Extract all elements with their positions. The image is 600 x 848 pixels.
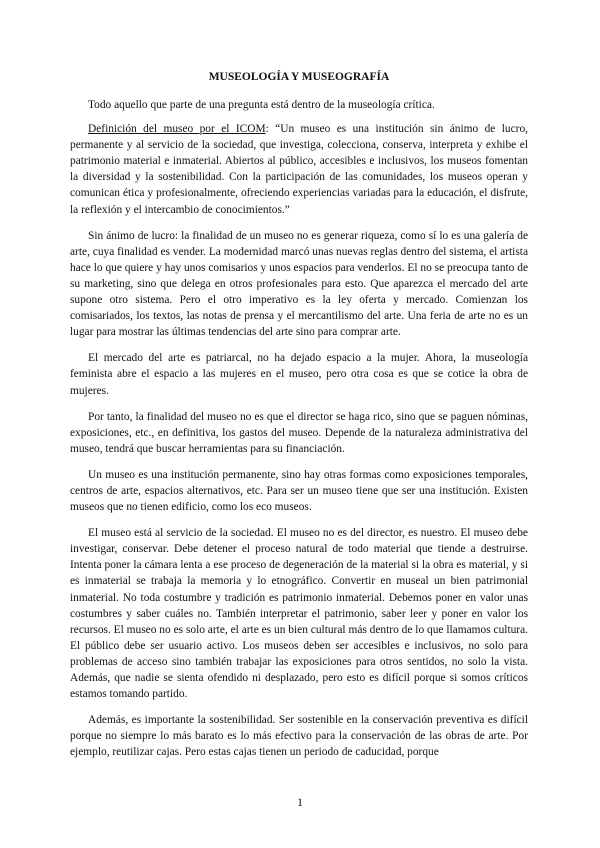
- document-body: [70, 70, 528, 770]
- intro-paragraph: Todo aquello que parte de una pregunta está dentro de la museología crítica.: [88, 99, 435, 111]
- paragraph-sin-animo-de-lucro: Sin ánimo de lucro: la finalidad de un museo no es generar riqueza, como sí lo es una galería de arte, cuya finalidad es vender. La modernidad marcó unas nuevas reglas dentro del sistema, el artista hace lo que quiere y hay unos comisarios y unos espacios para venderlos. El no se preocupa tanto de su marketing, sino que delega en otros profesionales para esto. Que aparezca el mercado del arte supone otro sistema. Pero el otro imperativo es la ley oferta y mercado. Comienzan los comisariados, los textos, las notas de prensa y el mercantilismo del arte. Una feria de arte no es un lugar para mostrar las últimas tendencias del arte sino para comprar arte.: [70, 229, 528, 339]
- definition-paragraph: [70, 121, 528, 218]
- page-number: 1: [297, 795, 303, 809]
- definition-text: : “Un museo es una institución sin ánimo de lucro, permanente y al servicio de la sociedad, que investiga, colecciona, conserva, interpreta y exhibe el patrimonio material e inmaterial. Abiertos al público, accesibles e inclusivos, los museos fomentan la diversidad y la sostenibilidad. Con la participación de las comunidades, los museos operan y comunican ética y profesionalmente, ofreciendo experiencias variadas para la educación, el disfrute, la reflexión y el intercambio de conocimientos.”: [70, 123, 528, 216]
- page-title: MUSEOLOGÍA Y MUSEOGRAFÍA: [208, 71, 390, 83]
- paragraph-finalidad-museo: Por tanto, la finalidad del museo no es que el director se haga rico, sino que se paguen nóminas, exposiciones, etc., en definitiva, los gastos del museo. Depende de la naturaleza administrativa del museo, tendrá que buscar herramientas para su financiación.: [70, 410, 528, 455]
- paragraph-mercado-patriarcal: El mercado del arte es patriarcal, no ha dejado espacio a la mujer. Ahora, la museología feminista abre el espacio a las mujeres en el museo, pero otra cosa es que se cotice la obra de mujeres.: [70, 352, 528, 397]
- paragraph-institucion-permanente: Un museo es una institución permanente, sino hay otras formas como exposiciones temporales, centros de arte, espacios alternativos, etc. Para ser un museo tiene que ser una institución. Existen museos que no tienen edificio, como los eco museos.: [70, 468, 528, 514]
- paragraph-servicio-sociedad: El museo está al servicio de la sociedad. El museo no es del director, es nuestro. El museo debe investigar, conservar. Debe detener el proceso natural de todo material que tiende a destruirse. Intenta poner la cámara lenta a ese proceso de degeneración de la material si la obra es material, y si es inmaterial se trabaja la memoria y lo etnográfico. Convertir en museal un bien patrimonial inmaterial. No toda costumbre y tradición es patrimonio inmaterial. Debemos poner en valor unas costumbres y saber cuáles no. También interpretar el patrimonio, saber leer y poner en valor los recursos. El museo no es solo arte, el arte es un bien cultural más dentro de lo que llamamos cultura. El público debe ser usuario activo. Los museos deben ser accesibles e inclusivos, no solo para problemas de acceso sino también trabajar las exposiciones para otros sentidos, no solo la vista. Además, que nadie se sienta ofendido ni desplazado, pero esto es difícil porque si somos críticos estamos tomando partido.: [70, 527, 528, 701]
- definition-label: Definición del museo por el ICOM: [88, 123, 266, 136]
- paragraph-sostenibilidad: Además, es importante la sostenibilidad. Ser sostenible en la conservación preventiva es difícil porque no siempre lo más barato es lo más efectivo para la conservación de las obras de arte. Por ejemplo, reutilizar cajas. Pero estas cajas tienen un periodo de caducidad, porque: [70, 714, 528, 759]
